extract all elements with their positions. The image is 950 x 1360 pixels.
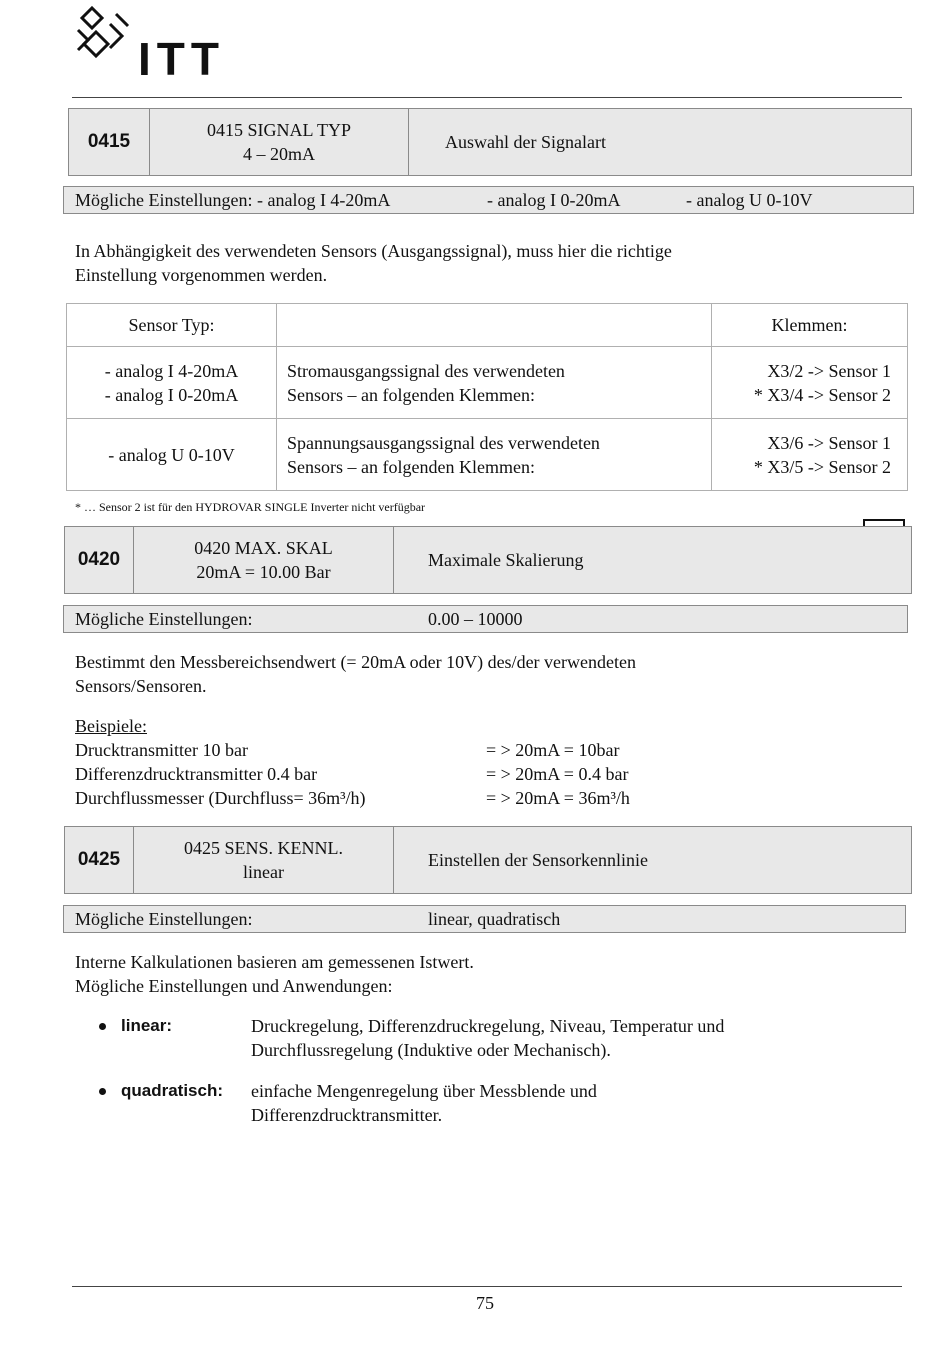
param-0420-name-line1: 0420 MAX. SKAL — [194, 538, 333, 558]
table-row — [67, 347, 908, 419]
bullet-text — [251, 1014, 724, 1062]
param-0420-name-line2: 20mA = 10.00 Bar — [196, 562, 331, 582]
klemmen-line: X3/6 -> Sensor 1 — [767, 432, 891, 453]
sensor-desc-line: Sensors – an folgenden Klemmen: — [287, 384, 535, 405]
bullet-text — [251, 1079, 597, 1127]
param-0420-options-value: 0.00 – 10000 — [428, 609, 523, 629]
bullet-icon — [99, 1088, 106, 1095]
param-0420-name — [134, 527, 394, 593]
itt-logo-mark-icon — [72, 4, 134, 62]
param-0420-box — [64, 526, 912, 594]
paragraph-line: Sensors/Sensoren. — [75, 676, 207, 696]
header-klemmen: Klemmen: — [712, 304, 908, 347]
param-0420-paragraph — [75, 650, 636, 698]
sensor-desc-line: Spannungsausgangssignal des verwendeten — [287, 432, 600, 453]
param-0415-options — [63, 186, 914, 214]
bullet-text-line: Druckregelung, Differenzdruckregelung, Niveau, Temperatur und — [251, 1016, 725, 1036]
bullet-text-line: einfache Mengenregelung über Messblende und — [251, 1081, 597, 1101]
page-number: 75 — [476, 1293, 494, 1313]
example-left: Durchflussmesser (Durchfluss= 36m³/h) — [75, 788, 366, 808]
param-0425-options-value: linear, quadratisch — [428, 909, 561, 929]
param-0425-name-line2: linear — [243, 862, 284, 882]
sensor-type-line: - analog I 0-20mA — [104, 384, 239, 405]
examples-heading: Beispiele: — [75, 716, 147, 736]
example-right: = > 20mA = 36m³/h — [486, 788, 630, 808]
example-row — [75, 762, 775, 786]
param-0425-description: Einstellen der Sensorkennlinie — [428, 849, 648, 870]
footer-rule — [72, 1286, 902, 1287]
param-0425-paragraph — [75, 950, 474, 998]
footnote: * … Sensor 2 ist für den HYDROVAR SINGLE Inverter nicht verfügbar — [75, 500, 426, 514]
table-header-row — [67, 304, 908, 347]
paragraph-line: Bestimmt den Messbereichsendwert (= 20mA oder 10V) des/der verwendeten — [75, 652, 636, 672]
paragraph-line: Interne Kalkulationen basieren am gemessenen Istwert. — [75, 952, 474, 972]
param-0415-name — [150, 109, 409, 175]
paragraph-line: In Abhängigkeit des verwendeten Sensors (Ausgangssignal), muss hier die richtige — [75, 241, 672, 261]
klemmen-line: * X3/4 -> Sensor 2 — [753, 384, 891, 405]
example-left: Differenzdrucktransmitter 0.4 bar — [75, 764, 318, 784]
klemmen-cell — [712, 347, 908, 419]
bullet-icon — [99, 1023, 106, 1030]
param-0425-options-label: Mögliche Einstellungen: — [75, 909, 253, 929]
table-row — [67, 419, 908, 491]
sensor-desc-line: Sensors – an folgenden Klemmen: — [287, 456, 535, 477]
example-left: Drucktransmitter 10 bar — [75, 740, 248, 760]
param-0415-description: Auswahl der Signalart — [445, 131, 606, 152]
header-middle — [277, 304, 712, 347]
param-0420-options — [63, 605, 908, 633]
param-0425-name — [134, 827, 394, 893]
sensor-desc-cell — [277, 419, 712, 491]
param-0420-options-label: Mögliche Einstellungen: — [75, 609, 253, 629]
bullet-term: linear: — [121, 1016, 173, 1035]
param-0415-options-label: Mögliche Einstellungen: - analog I 4-20mA — [75, 190, 391, 210]
param-0425-name-line1: 0425 SENS. KENNL. — [183, 838, 343, 858]
example-right: = > 20mA = 0.4 bar — [486, 764, 629, 784]
sensor-type-cell: - analog U 0-10V — [67, 419, 277, 491]
paragraph-line: Einstellung vorgenommen werden. — [75, 265, 328, 285]
param-0415-option-2: - analog I 0-20mA — [487, 190, 621, 210]
example-right: = > 20mA = 10bar — [486, 740, 620, 760]
sensor-desc-line: Stromausgangssignal des verwendeten — [287, 360, 565, 381]
param-0425-code: 0425 — [65, 827, 134, 893]
param-0425-box — [64, 826, 912, 894]
param-0425-options — [63, 905, 906, 933]
bullet-term: quadratisch: — [121, 1081, 224, 1100]
param-0420-description: Maximale Skalierung — [428, 549, 584, 570]
header-sensor-typ: Sensor Typ: — [67, 304, 277, 347]
klemmen-cell — [712, 419, 908, 491]
example-row — [75, 786, 775, 810]
param-0420-code: 0420 — [65, 527, 134, 593]
example-row — [75, 738, 775, 762]
itt-logo — [72, 4, 232, 84]
sensor-type-cell — [67, 347, 277, 419]
param-0415-option-3: - analog U 0-10V — [686, 190, 813, 210]
param-0415-box — [68, 108, 912, 176]
param-0415-paragraph — [75, 239, 672, 287]
itt-logo-text: ITT — [138, 33, 225, 85]
paragraph-line: Mögliche Einstellungen und Anwendungen: — [75, 976, 393, 996]
klemmen-line: * X3/5 -> Sensor 2 — [753, 456, 891, 477]
bullet-text-line: Differenzdrucktransmitter. — [251, 1105, 443, 1125]
header-rule — [72, 97, 902, 98]
param-0415-name-line2: 4 – 20mA — [243, 144, 315, 164]
bullet-text-line: Durchflussregelung (Induktive oder Mechanisch). — [251, 1040, 611, 1060]
klemmen-line: X3/2 -> Sensor 1 — [767, 360, 891, 381]
sensor-desc-cell — [277, 347, 712, 419]
param-0415-code: 0415 — [69, 109, 150, 175]
param-0415-name-line1: 0415 SIGNAL TYP — [206, 120, 351, 140]
sensor-type-line: - analog I 4-20mA — [104, 360, 239, 381]
sensor-table — [66, 303, 908, 491]
